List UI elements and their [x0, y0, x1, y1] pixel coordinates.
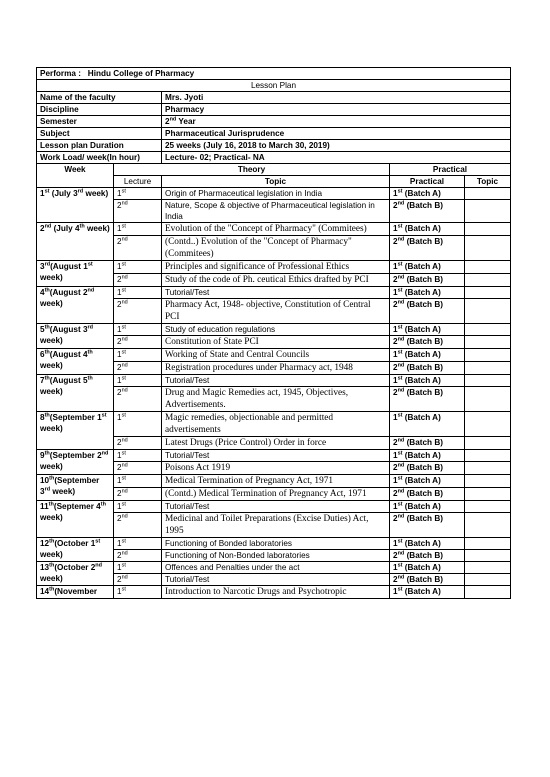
lecture-cell: 2nd [114, 513, 162, 538]
col-topic-header: Topic [162, 176, 390, 188]
table-row [37, 538, 511, 550]
table-row [37, 562, 511, 574]
week-cell: 9th(September 2nd week) [37, 450, 114, 475]
week-cell: 2nd (July 4th week) [37, 223, 114, 261]
table-row [37, 412, 511, 437]
topic-cell: Tutorial/Test [162, 574, 390, 586]
lecture-cell: 2nd [114, 574, 162, 586]
practical-cell: 2nd (Batch B) [390, 462, 465, 475]
info-label: Subject [37, 128, 162, 140]
topic-cell: Study of education regulations [162, 324, 390, 336]
practical-cell: 1st (Batch A) [390, 562, 465, 574]
topic-cell: Medicinal and Toilet Preparations (Excise Duties) Act, 1995 [162, 513, 390, 538]
practical-topic-cell [465, 362, 511, 375]
practical-cell: 2nd (Batch B) [390, 200, 465, 223]
lecture-cell: 1st [114, 586, 162, 599]
lecture-cell: 1st [114, 501, 162, 513]
table-row [37, 475, 511, 488]
topic-cell: Functioning of Bonded laboratories [162, 538, 390, 550]
col-practical-sub-header: Practical [390, 176, 465, 188]
page-title: Lesson Plan [37, 80, 511, 92]
lecture-cell: 2nd [114, 550, 162, 562]
lecture-cell: 2nd [114, 462, 162, 475]
lecture-cell: 1st [114, 349, 162, 362]
practical-topic-cell [465, 336, 511, 349]
col-topic-sub-header: Topic [465, 176, 511, 188]
table-row [37, 501, 511, 513]
topic-cell: (Contd..) Evolution of the "Concept of Pharmacy" (Commitees) [162, 236, 390, 261]
practical-topic-cell [465, 375, 511, 387]
info-label: Name of the faculty [37, 92, 162, 104]
lecture-cell: 1st [114, 375, 162, 387]
lecture-cell: 1st [114, 324, 162, 336]
info-value: Pharmacy [162, 104, 511, 116]
practical-cell: 2nd (Batch B) [390, 488, 465, 501]
practical-topic-cell [465, 188, 511, 200]
lecture-cell: 2nd [114, 488, 162, 501]
performa-row [37, 68, 511, 80]
practical-topic-cell [465, 236, 511, 261]
info-label: Work Load/ week(In hour) [37, 152, 162, 164]
practical-cell: 1st (Batch A) [390, 287, 465, 299]
practical-cell: 2nd (Batch B) [390, 274, 465, 287]
table-row [37, 349, 511, 362]
info-label: Lesson plan Duration [37, 140, 162, 152]
info-value: Lecture- 02; Practical- NA [162, 152, 511, 164]
week-cell: 12th(October 1st week) [37, 538, 114, 562]
week-cell: 3rd(August 1st week) [37, 261, 114, 287]
header-row [37, 164, 511, 176]
table-row [37, 188, 511, 200]
week-cell: 11th(Septemer 4th week) [37, 501, 114, 538]
topic-cell: Nature, Scope & objective of Pharmaceutical legislation in India [162, 200, 390, 223]
info-value: 25 weeks (July 16, 2018 to March 30, 2019) [162, 140, 511, 152]
info-value: 2nd Year [162, 116, 511, 128]
practical-cell: 1st (Batch A) [390, 324, 465, 336]
topic-cell: Origin of Pharmaceutical legislation in India [162, 188, 390, 200]
practical-topic-cell [465, 488, 511, 501]
practical-topic-cell [465, 550, 511, 562]
lecture-cell: 2nd [114, 336, 162, 349]
practical-topic-cell [465, 462, 511, 475]
practical-cell: 1st (Batch A) [390, 223, 465, 236]
table-row [37, 261, 511, 274]
lecture-cell: 1st [114, 188, 162, 200]
week-cell: 6th(August 4th week) [37, 349, 114, 375]
topic-cell: (Contd.) Medical Termination of Pregnancy Act, 1971 [162, 488, 390, 501]
week-cell: 7th(August 5th week) [37, 375, 114, 412]
practical-cell: 2nd (Batch B) [390, 437, 465, 450]
college-name: Hindu College of Pharmacy [87, 69, 195, 78]
lesson-plan-document [36, 67, 510, 599]
practical-topic-cell [465, 475, 511, 488]
lecture-cell: 1st [114, 475, 162, 488]
practical-cell: 1st (Batch A) [390, 261, 465, 274]
info-value: Mrs. Jyoti [162, 92, 511, 104]
lecture-cell: 2nd [114, 200, 162, 223]
info-row [37, 152, 511, 164]
week-cell: 8th(September 1st week) [37, 412, 114, 450]
topic-cell: Study of the code of Ph. ceutical Ethics drafted by PCI [162, 274, 390, 287]
lecture-cell: 1st [114, 223, 162, 236]
week-cell: 1st (July 3rd week) [37, 188, 114, 223]
info-row [37, 104, 511, 116]
table-row [37, 375, 511, 387]
practical-topic-cell [465, 387, 511, 412]
info-row [37, 92, 511, 104]
practical-cell: 1st (Batch A) [390, 586, 465, 599]
topic-cell: Drug and Magic Remedies act, 1945, Objectives, Advertisements. [162, 387, 390, 412]
lecture-cell: 2nd [114, 236, 162, 261]
topic-cell: Medical Termination of Pregnancy Act, 1971 [162, 475, 390, 488]
topic-cell: Magic remedies, objectionable and permitted advertisements [162, 412, 390, 437]
lecture-cell: 2nd [114, 437, 162, 450]
practical-topic-cell [465, 450, 511, 462]
practical-cell: 2nd (Batch B) [390, 236, 465, 261]
week-cell: 4th(August 2nd week) [37, 287, 114, 324]
practical-topic-cell [465, 513, 511, 538]
topic-cell: Constitution of State PCI [162, 336, 390, 349]
info-label: Semester [37, 116, 162, 128]
lecture-cell: 1st [114, 450, 162, 462]
performa-label: Performa : [40, 69, 81, 78]
practical-cell: 1st (Batch A) [390, 501, 465, 513]
topic-cell: Pharmacy Act, 1948- objective, Constitution of Central PCI [162, 299, 390, 324]
table-row [37, 223, 511, 236]
practical-topic-cell [465, 437, 511, 450]
practical-topic-cell [465, 324, 511, 336]
topic-cell: Tutorial/Test [162, 375, 390, 387]
week-cell: 10th(September 3rd week) [37, 475, 114, 501]
topic-cell: Poisons Act 1919 [162, 462, 390, 475]
col-lecture-header: Lecture [114, 176, 162, 188]
practical-cell: 2nd (Batch B) [390, 574, 465, 586]
practical-topic-cell [465, 412, 511, 437]
practical-topic-cell [465, 349, 511, 362]
lecture-cell: 1st [114, 412, 162, 437]
table-row [37, 450, 511, 462]
topic-cell: Working of State and Central Councils [162, 349, 390, 362]
practical-cell: 1st (Batch A) [390, 375, 465, 387]
topic-cell: Evolution of the "Concept of Pharmacy" (Commitees) [162, 223, 390, 236]
practical-cell: 2nd (Batch B) [390, 336, 465, 349]
practical-topic-cell [465, 274, 511, 287]
practical-cell: 1st (Batch A) [390, 188, 465, 200]
practical-cell: 1st (Batch A) [390, 450, 465, 462]
lecture-cell: 1st [114, 287, 162, 299]
col-week-header: Week [37, 164, 114, 188]
week-cell: 5th(August 3rd week) [37, 324, 114, 349]
practical-cell: 1st (Batch A) [390, 349, 465, 362]
practical-topic-cell [465, 223, 511, 236]
practical-cell: 2nd (Batch B) [390, 362, 465, 375]
practical-topic-cell [465, 261, 511, 274]
topic-cell: Functioning of Non-Bonded laboratories [162, 550, 390, 562]
practical-cell: 2nd (Batch B) [390, 387, 465, 412]
practical-topic-cell [465, 287, 511, 299]
practical-cell: 2nd (Batch B) [390, 513, 465, 538]
practical-cell: 1st (Batch A) [390, 412, 465, 437]
col-theory-header: Theory [114, 164, 390, 176]
practical-topic-cell [465, 574, 511, 586]
topic-cell: Offences and Penalties under the act [162, 562, 390, 574]
lecture-cell: 2nd [114, 387, 162, 412]
topic-cell: Tutorial/Test [162, 287, 390, 299]
lecture-cell: 1st [114, 538, 162, 550]
practical-cell: 2nd (Batch B) [390, 550, 465, 562]
table-row [37, 324, 511, 336]
lecture-cell: 2nd [114, 274, 162, 287]
col-practical-header: Practical [390, 164, 511, 176]
lecture-cell: 1st [114, 261, 162, 274]
lecture-cell: 2nd [114, 299, 162, 324]
table-row [37, 287, 511, 299]
lecture-cell: 2nd [114, 362, 162, 375]
week-cell: 14th(November [37, 586, 114, 599]
topic-cell: Tutorial/Test [162, 501, 390, 513]
topic-cell: Tutorial/Test [162, 450, 390, 462]
lesson-plan-table [36, 67, 511, 599]
info-row [37, 128, 511, 140]
week-cell: 13th(October 2nd week) [37, 562, 114, 586]
topic-cell: Registration procedures under Pharmacy act, 1948 [162, 362, 390, 375]
topic-cell: Introduction to Narcotic Drugs and Psychotropic [162, 586, 390, 599]
practical-topic-cell [465, 501, 511, 513]
practical-topic-cell [465, 562, 511, 574]
practical-cell: 1st (Batch A) [390, 475, 465, 488]
info-value: Pharmaceutical Jurisprudence [162, 128, 511, 140]
info-row [37, 140, 511, 152]
topic-cell: Principles and significance of Professional Ethics [162, 261, 390, 274]
lecture-cell: 1st [114, 562, 162, 574]
practical-cell: 1st (Batch A) [390, 538, 465, 550]
info-label: Discipline [37, 104, 162, 116]
practical-topic-cell [465, 299, 511, 324]
practical-cell: 2nd (Batch B) [390, 299, 465, 324]
practical-topic-cell [465, 586, 511, 599]
topic-cell: Latest Drugs (Price Control) Order in force [162, 437, 390, 450]
table-row [37, 586, 511, 599]
practical-topic-cell [465, 200, 511, 223]
info-row [37, 116, 511, 128]
practical-topic-cell [465, 538, 511, 550]
